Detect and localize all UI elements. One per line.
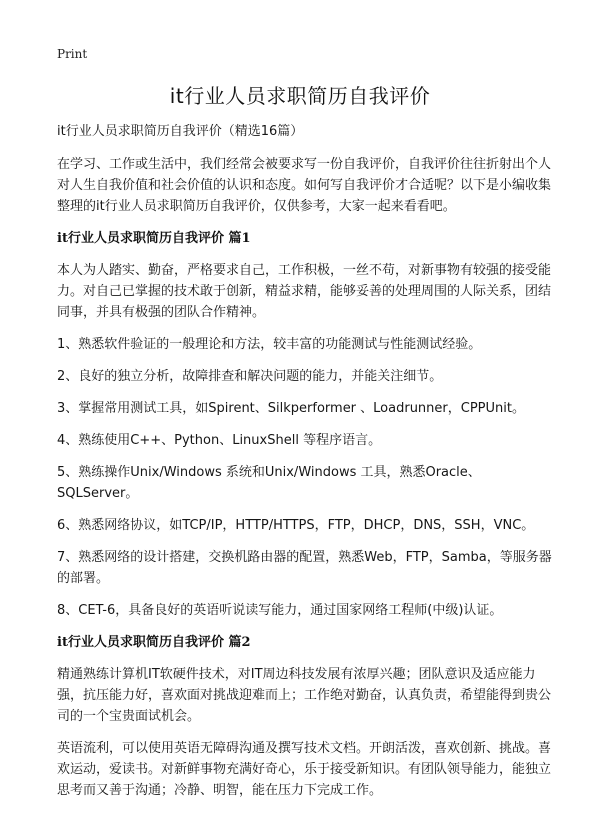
list-item: 4、熟练使用C++、Python、LinuxShell 等程序语言。: [57, 433, 382, 448]
section2-paragraph: 英语流利，可以使用英语无障碍沟通及撰写技术文档。开朗活泼，喜欢创新、挑战。喜欢运动，爱读书。对新鲜事物充满好奇心，乐于接受新知识。有团队领导能力，能独立思考而又善于沟通；冷静、明智，能在压力下完成工作。: [57, 741, 552, 798]
list-item: 2、良好的独立分析，故障排查和解决问题的能力，并能关注细节。: [57, 369, 443, 384]
document-body: [57, 121, 553, 812]
list-item: 1、熟悉软件验证的一般理论和方法，较丰富的功能测试与性能测试经验。: [57, 337, 482, 352]
list-item: 7、熟悉网络的设计搭建，交换机路由器的配置，熟悉Web，FTP，Samba，等服务器的部署。: [57, 550, 552, 586]
list-item: 8、CET-6，具备良好的英语听说读写能力，通过国家网络工程师(中级)认证。: [57, 603, 503, 618]
section-heading-1: it行业人员求职简历自我评价 篇1: [57, 231, 251, 246]
list-item: 3、掌握常用测试工具，如Spirent、Silkperformer 、Loadrunner，CPPUnit。: [57, 401, 525, 416]
section1-paragraph: 本人为人踏实、勤奋，严格要求自己，工作积极，一丝不苟，对新事物有较强的接受能力。对自己已掌握的技术敢于创新，精益求精，能够妥善的处理周围的人际关系，团结同事，并具有极强的团队合作精神。: [57, 263, 552, 320]
list-item: 5、熟练操作Unix/Windows 系统和Unix/Windows 工具，熟悉Oracle、SQLServer。: [57, 465, 481, 501]
print-link[interactable]: Print: [57, 47, 88, 61]
section2-paragraph: 精通熟练计算机IT软硬件技术，对IT周边科技发展有浓厚兴趣；团队意识及适应能力强，抗压能力好，喜欢面对挑战迎难而上；工作绝对勤奋，认真负责，希望能得到贵公司的一个宝贵面试机会。: [57, 667, 552, 724]
page-title: it行业人员求职简历自我评价: [169, 84, 431, 108]
intro-paragraph: 在学习、工作或生活中，我们经常会被要求写一份自我评价，自我评价往往折射出个人对人生自我价值和社会价值的认识和态度。如何写自我评价才合适呢？以下是小编收集整理的it行业人员求职简历自我评价，仅供参考，大家一起来看看吧。: [57, 157, 552, 214]
section-heading-2: it行业人员求职简历自我评价 篇2: [57, 635, 251, 650]
document-subtitle: it行业人员求职简历自我评价（精选16篇）: [57, 124, 304, 139]
skills-list: [57, 334, 553, 621]
list-item: 6、熟悉网络协议，如TCP/IP，HTTP/HTTPS，FTP，DHCP，DNS，SSH，VNC。: [57, 518, 535, 533]
